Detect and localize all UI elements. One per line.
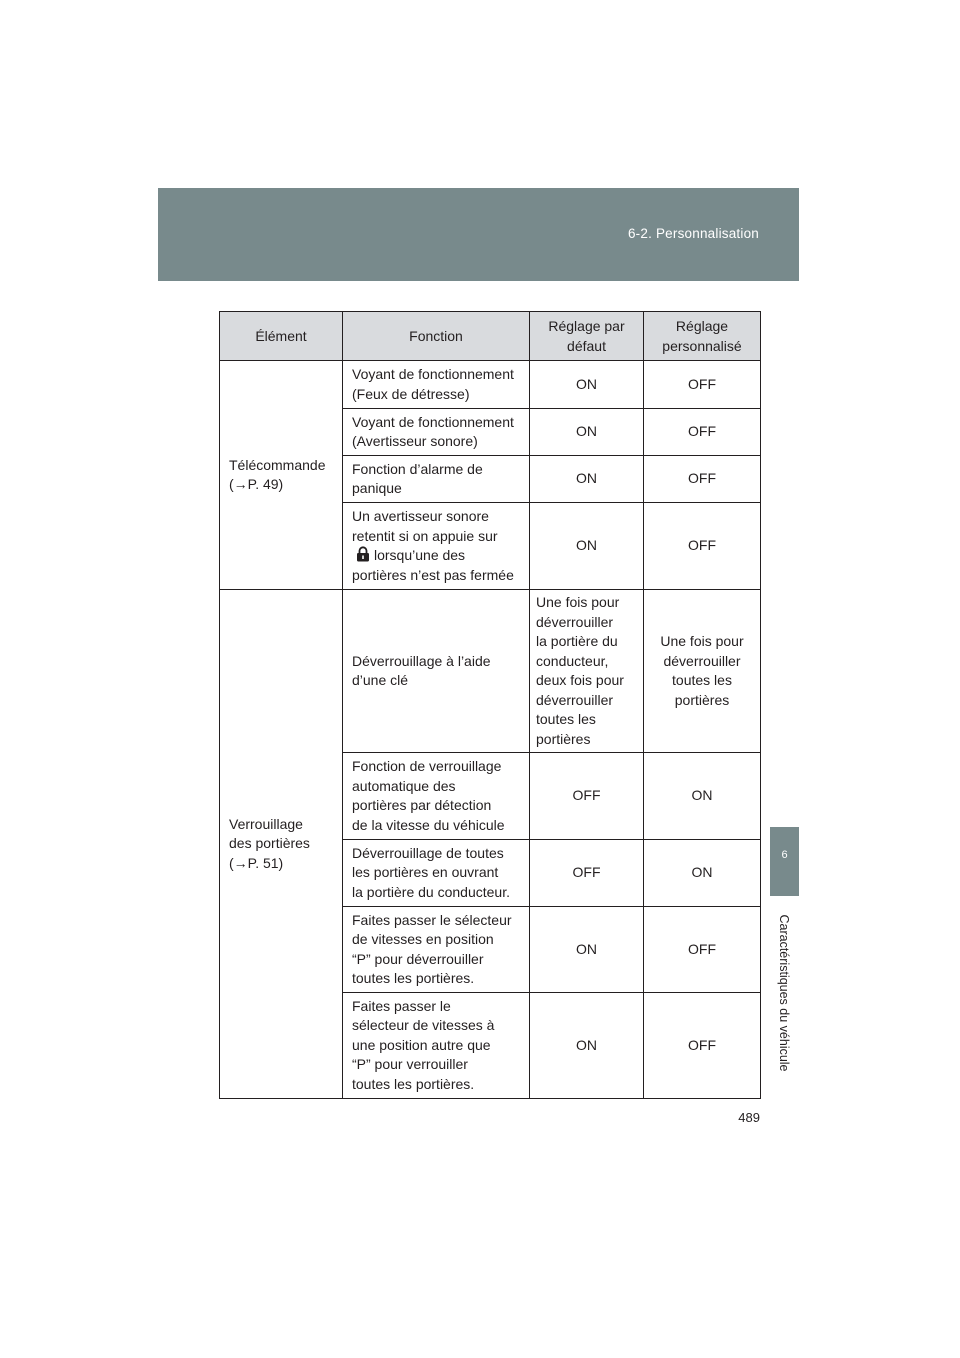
chapter-label: Caractéristiques du véhicule bbox=[777, 914, 791, 1072]
default-value: ON bbox=[530, 993, 644, 1099]
function-cell: Voyant de fonctionnement (Avertisseur sonore) bbox=[343, 409, 530, 456]
table-header-row bbox=[220, 312, 761, 361]
default-value: ON bbox=[530, 409, 644, 456]
custom-value: OFF bbox=[644, 503, 761, 590]
custom-value: ON bbox=[644, 753, 761, 840]
function-cell: Faites passer le sélecteur de vitesses à une position autre que “P” pour verrouiller toutes les portières. bbox=[343, 993, 530, 1099]
function-cell: Fonction de verrouillage automatique des portières par détection de la vitesse du véhicule bbox=[343, 753, 530, 840]
function-cell: Un avertisseur sonore retentit si on appuie sur lorsqu’une des portières n’est pas fermée bbox=[343, 503, 530, 590]
custom-value: OFF bbox=[644, 993, 761, 1099]
default-value: ON bbox=[530, 361, 644, 409]
section-header-band bbox=[158, 188, 799, 281]
custom-value: OFF bbox=[644, 456, 761, 503]
custom-value: OFF bbox=[644, 409, 761, 456]
table-row bbox=[220, 590, 761, 753]
header-custom: Réglage personnalisé bbox=[644, 312, 761, 361]
function-cell: Déverrouillage à l’aide d’une clé bbox=[343, 590, 530, 753]
header-element: Élément bbox=[220, 312, 343, 361]
chapter-number: 6 bbox=[781, 849, 788, 861]
table-row bbox=[220, 361, 761, 409]
element-cell: Télécommande (→P. 49) bbox=[220, 361, 343, 590]
custom-value: OFF bbox=[644, 907, 761, 993]
custom-value: OFF bbox=[644, 361, 761, 409]
section-title: 6-2. Personnalisation bbox=[627, 226, 759, 241]
function-cell: Déverrouillage de toutes les portières en ouvrant la portière du conducteur. bbox=[343, 840, 530, 907]
default-value: ON bbox=[530, 503, 644, 590]
custom-value: Une fois pour déverrouiller toutes les portières bbox=[644, 590, 761, 753]
default-value: OFF bbox=[530, 840, 644, 907]
header-default: Réglage par défaut bbox=[530, 312, 644, 361]
settings-table bbox=[219, 311, 761, 1099]
lock-icon bbox=[356, 546, 370, 562]
default-value: ON bbox=[530, 456, 644, 503]
default-value: Une fois pour déverrouiller la portière du conducteur, deux fois pour déverrouiller toutes les portières bbox=[530, 590, 644, 753]
function-cell: Fonction d’alarme de panique bbox=[343, 456, 530, 503]
default-value: ON bbox=[530, 907, 644, 993]
header-function: Fonction bbox=[343, 312, 530, 361]
chapter-tab bbox=[770, 827, 799, 896]
element-cell: Verrouillage des portières (→P. 51) bbox=[220, 590, 343, 1099]
function-cell: Voyant de fonctionnement (Feux de détresse) bbox=[343, 361, 530, 409]
custom-value: ON bbox=[644, 840, 761, 907]
page-number: 489 bbox=[738, 1110, 760, 1125]
default-value: OFF bbox=[530, 753, 644, 840]
function-cell: Faites passer le sélecteur de vitesses en position “P” pour déverrouiller toutes les portières. bbox=[343, 907, 530, 993]
